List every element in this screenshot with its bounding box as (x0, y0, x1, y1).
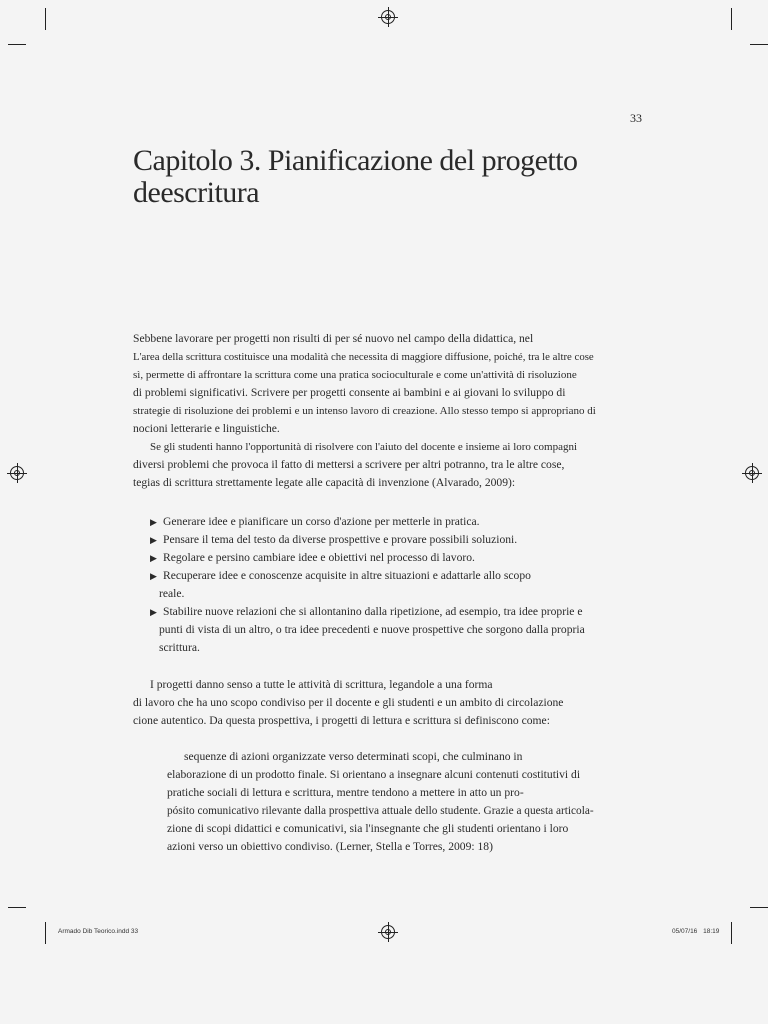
crop-mark-top-right-vertical (731, 8, 732, 30)
list-item (150, 603, 620, 621)
list-item (150, 531, 620, 549)
registration-mark-icon (381, 10, 395, 24)
text-line: di lavoro che ha uno scopo condiviso per il docente e gli studenti e un ambito di circolazione (133, 696, 564, 709)
list-item-text: Stabilire nuove relazioni che si allontanino dalla ripetizione, ad esempio, tra idee proprie e (163, 605, 583, 618)
crop-mark-top-left-vertical (45, 8, 46, 30)
list-item-continuation: reale. (159, 587, 185, 600)
quote-line: elaborazione di un prodotto finale. Si orientano a insegnare alcuni contenuti costitutivi di (167, 768, 581, 781)
chapter-title-line: Capitolo 3. Pianificazione del progetto (133, 144, 578, 177)
registration-mark-icon (381, 925, 395, 939)
list-item-continuation: punti di vista di un altro, o tra idee precedenti e nuove prospettive che sorgono dalla propria (159, 623, 585, 636)
list-item-continuation: scrittura. (159, 641, 200, 654)
text-line: tegias di scrittura strettamente legate alle capacità di invenzione (Alvarado, 2009): (133, 476, 516, 489)
text-line: nocioni letterarie e linguistiche. (133, 422, 280, 435)
text-line: strategie di risoluzione dei problemi e un intenso lavoro di creazione. Allo stesso tempo si appropriano di (133, 405, 596, 417)
text-line: Se gli studenti hanno l'opportunità di risolvere con l'aiuto del docente e insieme ai loro compagni (150, 441, 578, 453)
crop-mark-bottom-left-horizontal (8, 907, 26, 908)
footer-time: 18:19 (703, 928, 720, 935)
bullet-list (150, 513, 620, 657)
text-line: diversi problemi che provoca il fatto di mettersi a scrivere per altri potranno, tra le altre cose, (133, 458, 565, 471)
registration-mark-icon (10, 466, 24, 480)
text-line: L'area della scrittura costituisce una modalità che necessita di maggiore diffusione, poiché, tra le altre cose (133, 351, 594, 363)
crop-mark-bottom-right-horizontal (750, 907, 768, 908)
text-line: I progetti danno senso a tutte le attività di scrittura, legandole a una forma (150, 678, 493, 691)
list-item-text: Pensare il tema del testo da diverse prospettive e provare possibili soluzioni. (163, 533, 518, 546)
chapter-title (133, 145, 653, 209)
crop-mark-bottom-right-vertical (731, 922, 732, 944)
quote-line: zione di scopi didattici e comunicativi, sia l'insegnante che gli studenti orientano i loro (167, 822, 569, 835)
quote-line: sequenze di azioni organizzate verso determinati scopi, che culminano in (184, 750, 523, 763)
list-item-text: Generare idee e pianificare un corso d'azione per metterle in pratica. (163, 515, 480, 528)
quote-line: pósito comunicativo rilevante dalla prospettiva attuale dello studente. Grazie a questa articola- (167, 805, 594, 817)
block-quote (167, 748, 637, 856)
paragraph-projects (133, 676, 633, 730)
text-line: Sebbene lavorare per progetti non risulti di per sé nuovo nel campo della didattica, nel (133, 332, 534, 345)
chapter-title-line: deescritura (133, 176, 260, 209)
bullet-triangle-icon: ▶ (150, 571, 157, 581)
list-item (150, 549, 620, 567)
quote-line: azioni verso un obiettivo condiviso. (Lerner, Stella e Torres, 2009: 18) (167, 840, 493, 853)
list-item-text: Regolare e persino cambiare idee e obiettivi nel processo di lavoro. (163, 551, 475, 564)
crop-mark-bottom-left-vertical (45, 922, 46, 944)
crop-mark-top-right-horizontal (750, 44, 768, 45)
list-item (150, 513, 620, 531)
quote-line: pratiche sociali di lettura e scrittura, mentre tendono a mettere in atto un pro- (167, 786, 524, 799)
footer-timestamp (672, 928, 719, 935)
bullet-triangle-icon: ▶ (150, 535, 157, 545)
list-item (150, 567, 620, 585)
bullet-triangle-icon: ▶ (150, 517, 157, 527)
registration-mark-icon (745, 466, 759, 480)
footer-date: 05/07/16 (672, 928, 698, 935)
paragraph-intro (133, 330, 633, 492)
bullet-triangle-icon: ▶ (150, 607, 157, 617)
bullet-triangle-icon: ▶ (150, 553, 157, 563)
text-line: di problemi significativi. Scrivere per progetti consente ai bambini e ai giovani lo sviluppo di (133, 386, 566, 399)
page-number: 33 (630, 111, 642, 125)
text-line: sì, permette di affrontare la scrittura come una pratica socioculturale e come un'attività di risoluzione (133, 369, 577, 381)
text-line: cione autentico. Da questa prospettiva, i progetti di lettura e scrittura si definiscono come: (133, 714, 550, 727)
footer-file-name: Armado Dib Teorico.indd 33 (58, 928, 139, 935)
crop-mark-top-left-horizontal (8, 44, 26, 45)
list-item-text: Recuperare idee e conoscenze acquisite in altre situazioni e adattarle allo scopo (163, 569, 531, 582)
